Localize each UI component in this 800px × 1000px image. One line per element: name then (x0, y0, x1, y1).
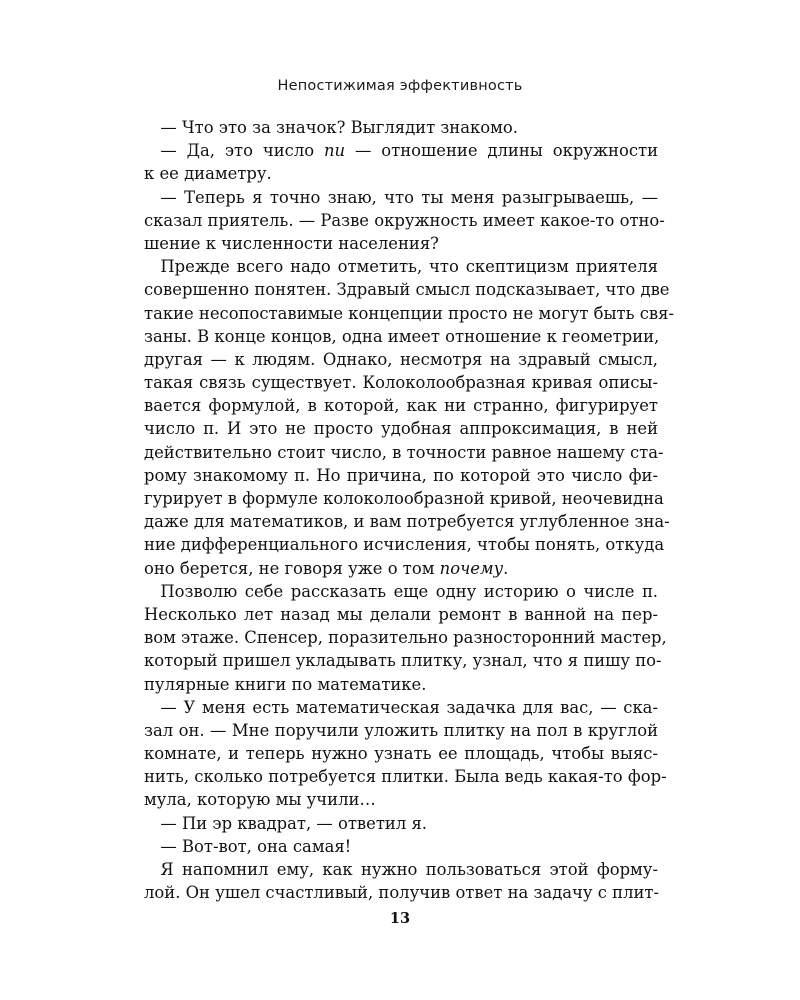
running-head: Непостижимая эффективность (277, 78, 523, 94)
text-line: лой. Он ушел счастливый, получив ответ на задачу с плит- (144, 883, 660, 903)
text-line: другая — к людям. Однако, несмотря на здравый смысл, (144, 349, 658, 369)
text-line: — Теперь я точно знаю, что ты меня разыгрываешь, — (160, 187, 658, 207)
text-line: шение к численности населения? (144, 233, 439, 253)
text-line: действительно стоит число, в точности равное нашему ста- (144, 442, 664, 462)
text-line: вом этаже. Спенсер, поразительно разносторонний мастер, (144, 628, 667, 648)
text-line: оно берется, не говоря уже о том почему. (144, 558, 509, 578)
text-line: заны. В конце концов, одна имеет отношение к геометрии, (144, 326, 660, 346)
text-line: мула, которую мы учили… (144, 790, 376, 810)
text-line: зал он. — Мне поручили уложить плитку на пол в круглой (144, 720, 658, 740)
body-text (144, 116, 675, 904)
text-line: — Вот-вот, она самая! (160, 836, 352, 856)
text-line: — Пи эр квадрат, — ответил я. (160, 813, 428, 833)
text-line: гурирует в формуле колоколообразной кривой, неочевидна (144, 489, 664, 508)
text-line: пулярные книги по математике. (144, 674, 427, 694)
page-number: 13 (389, 910, 411, 927)
text-line: который пришел укладывать плитку, узнал, что я пишу по- (144, 651, 662, 671)
text-line: Прежде всего надо отметить, что скептицизм приятеля (160, 257, 658, 277)
text-line: к ее диаметру. (144, 164, 272, 184)
text-line: ние дифференциального исчисления, чтобы понять, откуда (144, 535, 665, 555)
text-line: нить, сколько потребуется плитки. Была ведь какая-то фор- (144, 767, 667, 787)
text-line: комнате, и теперь нужно узнать ее площадь, чтобы выяс- (144, 744, 658, 764)
text-line: Я напомнил ему, как нужно пользоваться этой форму- (160, 860, 658, 879)
text-line: совершенно понятен. Здравый смысл подсказывает, что две (144, 280, 670, 300)
text-line: даже для математиков, и вам потребуется углубленное зна- (144, 512, 670, 532)
italic-term: пи (324, 141, 346, 161)
text-line: вается формулой, в которой, как ни странно, фигурирует (144, 396, 658, 416)
text-line: — У меня есть математическая задачка для вас, — ска- (160, 697, 658, 717)
text-line: — Что это за значок? Выглядит знакомо. (160, 118, 518, 137)
text-line: число π. И это не просто удобная аппроксимация, в ней (144, 419, 658, 439)
text-line: такие несопоставимые концепции просто не могут быть свя- (144, 303, 675, 323)
italic-term: почему (439, 558, 504, 578)
text-line: — Да, это число пи — отношение длины окружности (160, 141, 658, 161)
text-line: сказал приятель. — Разве окружность имеет какое-то отно- (144, 210, 665, 230)
text-line: Несколько лет назад мы делали ремонт в ванной на пер- (144, 604, 658, 624)
text-line: Позволю себе рассказать еще одну историю о числе π. (160, 581, 658, 601)
text-line: такая связь существует. Колоколообразная кривая описы- (144, 373, 658, 393)
text-line: рому знакомому π. Но причина, по которой это число фи- (144, 465, 658, 485)
